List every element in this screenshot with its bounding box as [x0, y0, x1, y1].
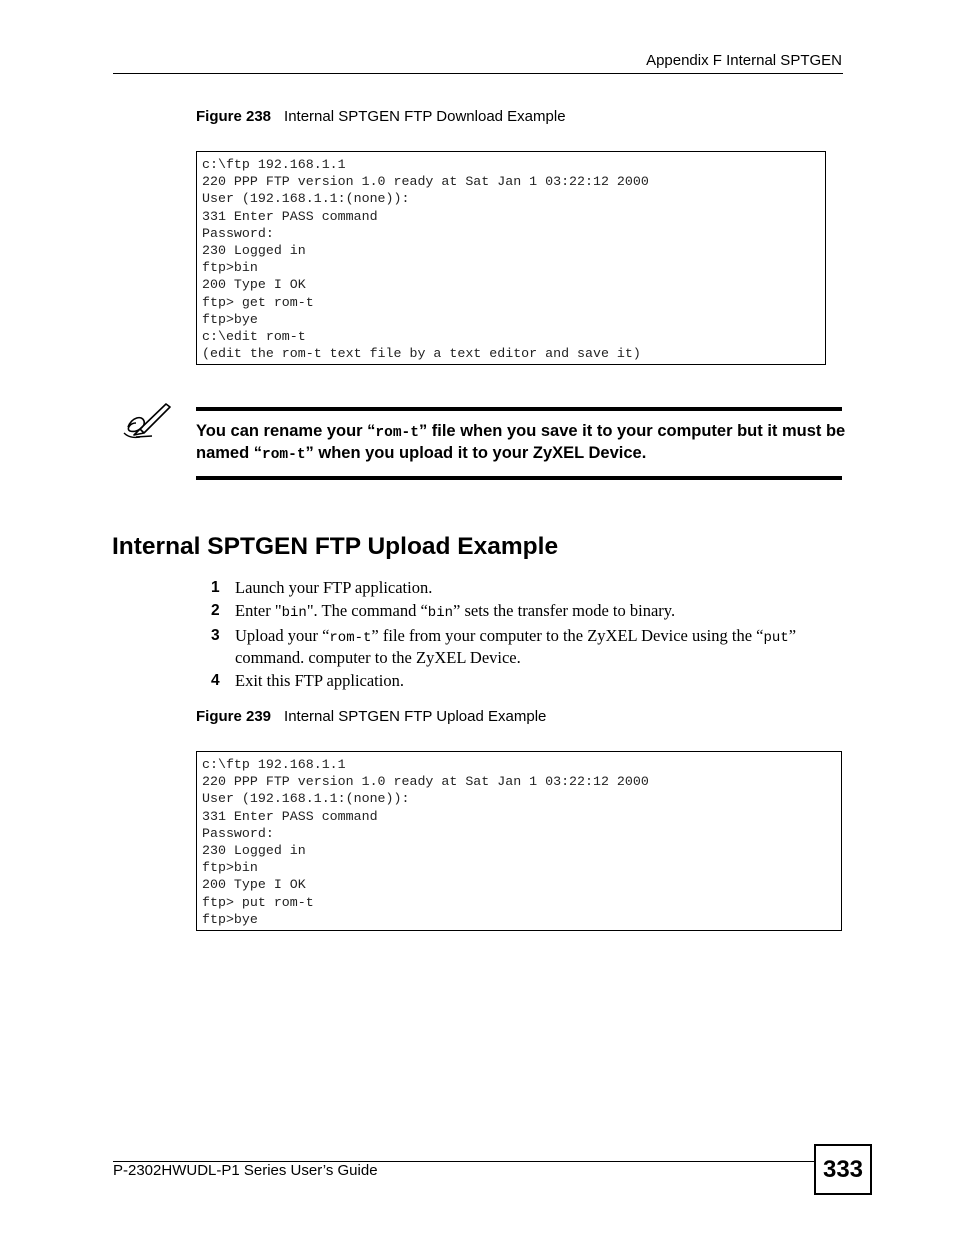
step-text: Enter "bin". The command “bin” sets the transfer mode to binary.	[235, 601, 676, 621]
code-line: 200 Type I OK	[202, 277, 306, 293]
header-divider	[113, 73, 843, 74]
figure-239-code-box	[196, 751, 842, 931]
note-top-rule	[196, 407, 842, 411]
step-number: 1	[211, 579, 220, 596]
step-text: Exit this FTP application.	[235, 671, 404, 690]
step-number: 2	[211, 602, 220, 619]
code-line: c:\ftp 192.168.1.1	[202, 757, 346, 772]
section-title: Internal SPTGEN FTP Upload Example	[112, 533, 559, 560]
steps-list	[208, 578, 848, 694]
running-header: Appendix F Internal SPTGEN	[646, 52, 842, 69]
list-item	[208, 671, 848, 691]
code-line: 331 Enter PASS command	[202, 808, 378, 824]
code-line: ftp>bye	[202, 911, 258, 927]
inline-code: rom-t	[262, 447, 306, 463]
figure-238-number: Figure 238	[196, 108, 272, 125]
list-item	[208, 578, 848, 598]
list-item	[208, 626, 848, 668]
code-line: 200 Type I OK	[202, 877, 306, 893]
code-line: ftp> get rom-t	[202, 294, 314, 310]
figure-238-code-box	[196, 151, 826, 365]
page-number: 333	[814, 1144, 872, 1195]
figure-239-number: Figure 239	[196, 708, 272, 725]
code-line: 230 Logged in	[202, 843, 306, 859]
step-text: Launch your FTP application.	[235, 578, 433, 597]
code-line: c:\edit rom-t	[202, 329, 306, 345]
code-line: Password:	[202, 825, 274, 841]
code-line: ftp>bin	[202, 860, 258, 876]
figure-239-title: Internal SPTGEN FTP Upload Example	[284, 708, 547, 725]
inline-code: put	[763, 630, 789, 646]
figure-238-caption	[196, 108, 566, 125]
inline-code: rom-t	[375, 425, 419, 441]
step-number: 3	[211, 627, 220, 644]
pencil-note-icon	[122, 403, 174, 443]
figure-239-caption	[196, 708, 546, 725]
code-line: (edit the rom-t text file by a text editor and save it)	[202, 346, 641, 362]
code-line: User (192.168.1.1:(none)):	[202, 191, 410, 207]
inline-code: bin	[427, 605, 454, 621]
code-line: Password:	[202, 225, 274, 241]
note-bottom-rule	[196, 476, 842, 480]
code-line: ftp>bin	[202, 260, 258, 276]
code-line: User (192.168.1.1:(none)):	[202, 791, 410, 807]
step-text: Upload your “rom-t” file from your computer to the ZyXEL Device using the “put” command. computer to the ZyXEL Device.	[235, 626, 797, 667]
step-number: 4	[211, 672, 220, 689]
inline-code: bin	[281, 605, 307, 621]
code-line: 220 PPP FTP version 1.0 ready at Sat Jan 1 03:22:12 2000	[202, 774, 649, 790]
inline-code: rom-t	[329, 630, 372, 646]
code-line: ftp> put rom-t	[202, 894, 314, 910]
code-line: c:\ftp 192.168.1.1	[202, 157, 346, 172]
code-line: 220 PPP FTP version 1.0 ready at Sat Jan 1 03:22:12 2000	[202, 174, 649, 190]
list-item	[208, 601, 848, 623]
footer-guide-title: P-2302HWUDL-P1 Series User’s Guide	[113, 1162, 378, 1179]
code-line: ftp>bye	[202, 311, 258, 327]
code-line: 230 Logged in	[202, 243, 306, 259]
note-text: You can rename your “rom-t” file when you save it to your computer but it must be named “rom-t” when you upload it to your ZyXEL Device.	[196, 422, 846, 463]
code-line: 331 Enter PASS command	[202, 208, 378, 224]
figure-238-title: Internal SPTGEN FTP Download Example	[284, 108, 566, 125]
